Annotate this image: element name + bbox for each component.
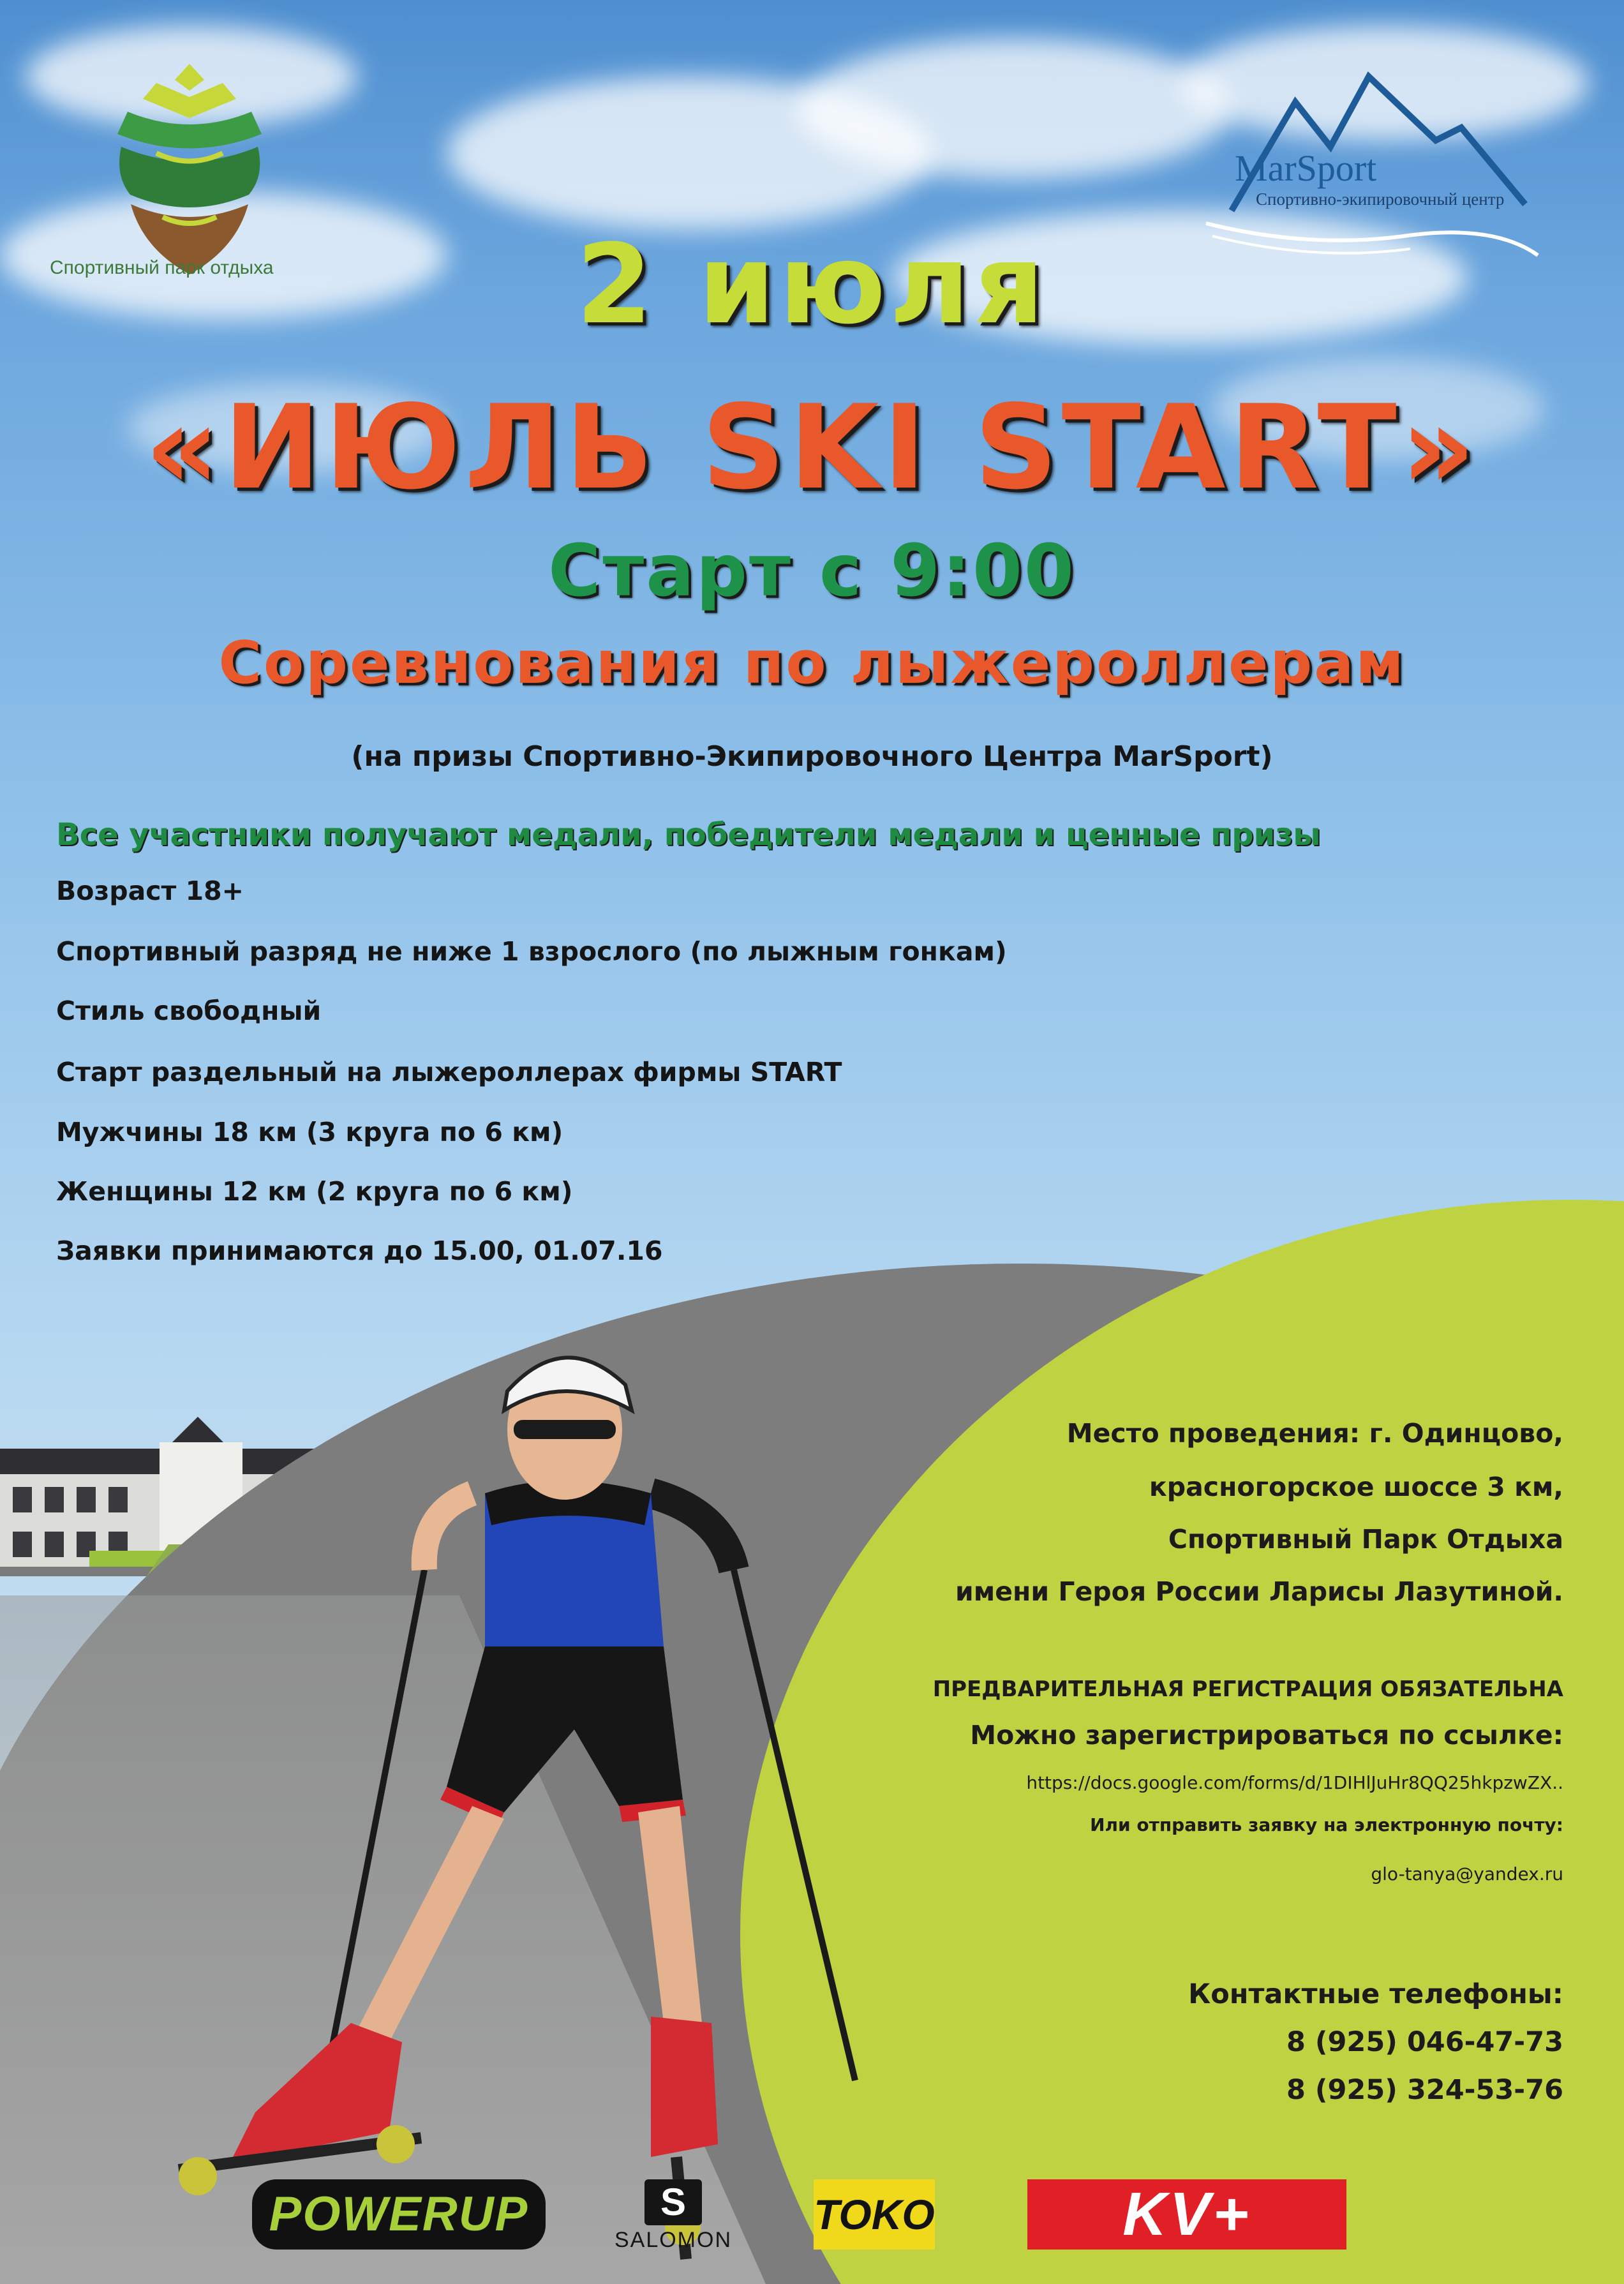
- contact-phone: 8 (925) 324-53-76: [1286, 2074, 1563, 2106]
- rule-item: Спортивный разряд не ниже 1 взрослого (по лыжным гонкам): [56, 936, 1007, 967]
- venue-line: красногорское шоссе 3 км,: [1149, 1472, 1563, 1502]
- medals-note: Все участники получают медали, победители медали и ценные призы: [56, 817, 1321, 853]
- registration-link-label: Можно зарегистрироваться по ссылке:: [970, 1720, 1563, 1750]
- registration-required: ПРЕДВАРИТЕЛЬНАЯ РЕГИСТРАЦИЯ ОБЯЗАТЕЛЬНА: [932, 1676, 1563, 1702]
- salomon-name: SALOMON: [614, 2228, 733, 2252]
- cloud: [798, 38, 1232, 179]
- prizes-note: (на призы Спортивно-Экипировочного Центра MarSport): [351, 740, 1273, 773]
- rule-item: Стиль свободный: [56, 996, 322, 1026]
- venue-line: Спортивный Парк Отдыха: [1168, 1524, 1563, 1555]
- competition-type: Соревнования по лыжероллерам: [218, 629, 1406, 697]
- powerup-logo: POWERUP: [252, 2179, 546, 2250]
- registration-link[interactable]: https://docs.google.com/forms/d/1DIHlJuHr8QQ25hkpzwZX..: [1026, 1772, 1563, 1793]
- venue-line: Место проведения: г. Одинцово,: [1066, 1418, 1563, 1449]
- rule-item: Старт раздельный на лыжероллерах фирмы START: [56, 1057, 842, 1087]
- venue-line: имени Героя России Ларисы Лазутиной.: [955, 1576, 1563, 1607]
- event-date: 2 июля: [576, 220, 1048, 348]
- marsport-brand: MarSport: [1235, 147, 1377, 189]
- marsport-subtitle: Спортивно-экипировочный центр: [1256, 190, 1505, 209]
- contact-phone: 8 (925) 046-47-73: [1286, 2026, 1563, 2058]
- rule-item: Мужчины 18 км (3 круга по 6 км): [56, 1117, 563, 1147]
- rule-item: Заявки принимаются до 15.00, 01.07.16: [56, 1235, 663, 1266]
- contact-email[interactable]: glo-tanya@yandex.ru: [1371, 1863, 1563, 1885]
- rule-item: Женщины 12 км (2 круга по 6 км): [56, 1176, 573, 1207]
- start-time: Старт с 9:00: [548, 530, 1076, 613]
- salomon-logo: [603, 2179, 743, 2250]
- email-label: Или отправить заявку на электронную почту:: [1090, 1814, 1563, 1835]
- rollerskier-photo: [89, 1315, 919, 2265]
- salomon-mark-icon: S: [644, 2179, 702, 2225]
- toko-logo: TOKO: [814, 2179, 935, 2250]
- kv-plus-logo: KV+: [1027, 2179, 1346, 2250]
- rule-item: Возраст 18+: [56, 876, 244, 906]
- contacts-label: Контактные телефоны:: [1188, 1978, 1563, 2010]
- park-logo-caption: Спортивный парк отдыха: [50, 257, 274, 278]
- event-title: «ИЮЛЬ SKI START»: [144, 380, 1480, 515]
